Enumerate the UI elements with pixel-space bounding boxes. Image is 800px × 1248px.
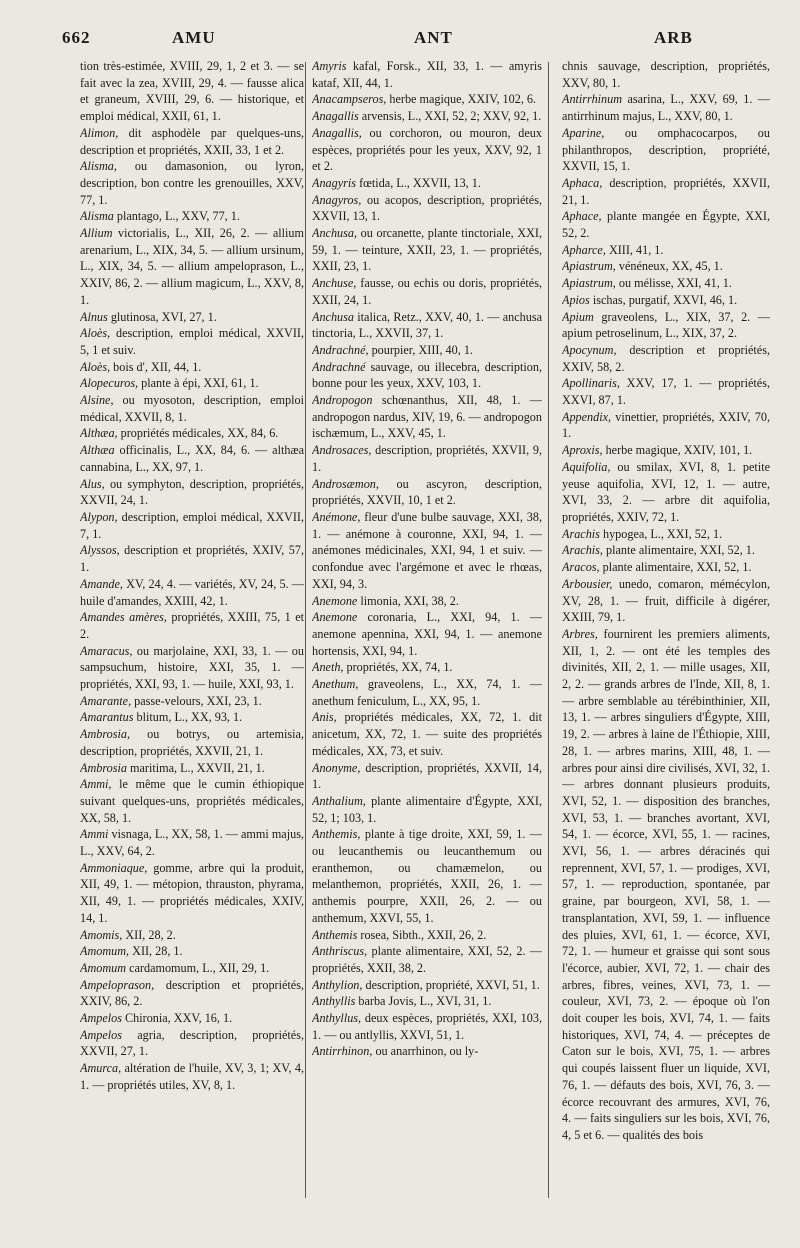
index-entry <box>312 342 542 359</box>
index-entry <box>562 242 770 259</box>
entry-term: Ambrosia, <box>80 727 130 742</box>
entry-text: glutinosa, XVI, 27, 1. <box>107 309 217 324</box>
column-divider <box>548 62 549 1198</box>
index-entry <box>80 776 304 826</box>
entry-text: plante à tige droite, XXI, 59, 1. — ou leucanthemis ou leucanthemum ou eranthemon, ou chamæmelon, ou melanthemon, propriétés, XXII, 26, 1. — anthemis pourpre, XXII, 26, 2. — ou anthemum, XXVI, 55, 1. <box>312 827 542 925</box>
entry-term: Ammoniaque, <box>80 860 148 875</box>
entry-term: Amarantus <box>80 710 134 725</box>
index-entry <box>312 709 542 759</box>
index-column-2 <box>312 58 542 1200</box>
index-entry <box>562 125 770 175</box>
index-entry <box>80 125 304 158</box>
entry-text: ou orcanette, plante tinctoriale, XXI, 59, 1. — teinture, XXII, 23, 1. — propriétés, XXII, 23, 1. <box>312 226 542 274</box>
index-entry <box>80 943 304 960</box>
entry-term: Andropogon <box>312 393 373 408</box>
index-entry <box>80 1060 304 1093</box>
entry-text: ou symphyton, description, propriétés, XXVII, 24, 1. <box>80 476 304 508</box>
index-entry <box>312 125 542 175</box>
entry-text: ou marjolaine, XXI, 33, 1. — ou sampsuchum, histoire, XXI, 35, 1. — propriétés, XXI, 93, 1. — huile, XXI, 93, 1. <box>80 643 304 692</box>
entry-text: propriétés, XXIII, 75, 1 et 2. <box>80 610 304 641</box>
entry-text: plante à épi, XXI, 61, 1. <box>138 376 259 391</box>
index-entry <box>80 476 304 509</box>
entry-term: Alyssos, <box>80 543 120 558</box>
index-entry <box>312 676 542 709</box>
entry-text: description et propriétés, XXIV, 57, 1. <box>80 543 304 575</box>
entry-term: Anagallis <box>312 109 359 124</box>
entry-term: Althæa <box>80 443 115 458</box>
entry-term: Appendix, <box>562 409 612 424</box>
index-entry <box>80 1010 304 1027</box>
entry-text: altération de l'huile, XV, 3, 1; XV, 4, 1. — propriétés utiles, XV, 8, 1. <box>80 1061 304 1092</box>
index-entry <box>312 58 542 91</box>
index-entry <box>562 58 770 91</box>
entry-text: plante alimentaire, XXI, 52, 2. — propriétés, XXII, 38, 2. <box>312 944 542 975</box>
entry-text: arvensis, L., XXI, 52, 2; XXV, 92, 1. <box>358 109 542 124</box>
entry-term: Amandes amères, <box>80 610 167 625</box>
entry-term: Alypon, <box>80 509 118 524</box>
entry-text: hypogea, L., XXI, 52, 1. <box>599 526 723 541</box>
index-entry <box>80 643 304 693</box>
index-entry <box>80 359 304 376</box>
entry-text: sauvage, ou illecebra, description, bonne pour les yeux, XXV, 103, 1. <box>312 359 542 391</box>
index-entry <box>80 726 304 759</box>
entry-term: Ampelos <box>80 1011 122 1026</box>
entry-text: cardamomum, L., XII, 29, 1. <box>126 960 270 975</box>
entry-term: Anchusa <box>312 309 354 324</box>
entry-text: vinettier, propriétés, XXIV, 70, 1. <box>562 409 770 441</box>
entry-term: Andrachné <box>312 359 366 374</box>
index-entry <box>312 977 542 994</box>
entry-text: bois d', XII, 44, 1. <box>110 359 202 374</box>
index-entry <box>312 927 542 944</box>
index-entry <box>80 977 304 1010</box>
index-entry <box>562 175 770 208</box>
index-entry <box>562 626 770 1144</box>
entry-term: Aphaca, <box>562 175 603 190</box>
entry-text: plante alimentaire d'Égypte, XXI, 52, 1; 103, 1. <box>312 793 542 825</box>
entry-text: description, propriété, XXVI, 51, 1. <box>362 977 540 992</box>
entry-term: Andrachné, <box>312 342 369 357</box>
right-running-head: ARB <box>654 28 693 47</box>
index-entry <box>562 542 770 559</box>
entry-term: Anagallis, <box>312 125 362 140</box>
entry-text: fœtida, L., XXVII, 13, 1. <box>356 175 481 190</box>
index-entry <box>80 208 304 225</box>
index-entry <box>562 208 770 241</box>
entry-term: Anthalium, <box>312 793 366 808</box>
index-entry <box>312 993 542 1010</box>
index-entry <box>312 943 542 976</box>
entry-term: Ammi, <box>80 777 112 792</box>
entry-term: Aracos, <box>562 560 600 575</box>
index-entry <box>562 258 770 275</box>
entry-term: Anchuse, <box>312 276 357 291</box>
entry-text: ou damasonion, ou lyron, description, bon contre les grenouilles, XXV, 77, 1. <box>80 159 304 207</box>
entry-text: limonia, XXI, 38, 2. <box>357 593 459 608</box>
entry-text: maritima, L., XXVII, 21, 1. <box>126 760 265 775</box>
index-entry <box>80 576 304 609</box>
entry-text: graveolens, L., XIX, 37, 2. — apium petroselinum, L., XIX, 37, 2. <box>562 309 770 341</box>
entry-term: Alsine, <box>80 393 114 408</box>
entry-term: Amomis, <box>80 927 123 942</box>
entry-text: barba Jovis, L., XVI, 31, 1. <box>355 994 492 1009</box>
entry-term: Apharce, <box>562 242 606 257</box>
index-entry <box>562 526 770 543</box>
index-entry <box>80 509 304 542</box>
index-entry <box>562 309 770 342</box>
entry-text: ou ascyron, description, propriétés, XXVII, 10, 1 et 2. <box>312 476 542 508</box>
entry-text: coronaria, L., XXI, 94, 1. — anemone apennina, XXI, 94, 1. — anemone hortensis, XXI, 94, 1. <box>312 610 542 658</box>
entry-term: Anthemis <box>312 927 358 942</box>
index-entry <box>312 275 542 308</box>
entry-term: Apocynum, <box>562 342 617 357</box>
entry-text: propriétés médicales, XX, 72, 1. dit anicetum, XX, 72, 1. — suite des propriétés médicales, XX, 73, et suiv. <box>312 710 542 758</box>
entry-text: rosea, Sibth., XXII, 26, 2. <box>357 927 487 942</box>
entry-term: Ambrosia <box>80 760 127 775</box>
index-entry <box>312 91 542 108</box>
column-divider <box>305 62 306 1198</box>
entry-term: Arbousier, <box>562 576 613 591</box>
entry-text: pourpier, XIII, 40, 1. <box>368 342 473 357</box>
entry-text: plante alimentaire, XXI, 52, 1. <box>602 543 755 558</box>
entry-text: propriétés médicales, XX, 84, 6. <box>117 426 279 441</box>
center-running-head: ANT <box>414 28 453 47</box>
entry-term: Anemone <box>312 593 358 608</box>
entry-term: Anacampseros, <box>312 92 387 107</box>
index-entry <box>312 442 542 475</box>
entry-term: Ammi <box>80 827 109 842</box>
entry-term: Arbres, <box>562 626 598 641</box>
entry-term: Anémone, <box>312 509 361 524</box>
index-entry <box>312 593 542 610</box>
entry-term: Anonyme, <box>312 760 361 775</box>
entry-text: description, propriétés, XXVII, 9, 1. <box>312 443 542 474</box>
index-entry <box>80 709 304 726</box>
entry-text: victorialis, L., XII, 26, 2. — allium arenarium, L., XIX, 34, 5. — allium ursinum, L., XIX, 34, 5. — allium ampeloprason, L., XXIV, 86, 2. — allium magicum, L., XXV, 8, 1. <box>80 226 304 307</box>
entry-text: italica, Retz., XXV, 40, 1. — anchusa tinctoria, L., XXVII, 37, 1. <box>312 309 542 341</box>
index-column-1 <box>80 58 304 1200</box>
index-entry <box>80 760 304 777</box>
index-entry <box>80 58 304 125</box>
index-entry <box>312 108 542 125</box>
entry-text: XXV, 17, 1. — propriétés, XXVI, 87, 1. <box>562 376 770 408</box>
entry-text: herbe magique, XXIV, 102, 6. <box>386 92 537 107</box>
entry-text: vénéneux, XX, 45, 1. <box>615 259 723 274</box>
entry-text: XIII, 41, 1. <box>605 242 664 257</box>
entry-text: description et propriétés, XXIV, 58, 2. <box>562 342 770 374</box>
entry-term: Aphace, <box>562 209 602 224</box>
entry-term: Apollinaris, <box>562 376 620 391</box>
entry-text: fleur d'une bulbe sauvage, XXI, 38, 1. — anémone à couronne, XXI, 94, 1. — anémones médicinales, XXI, 94, 1 et suiv. — confondue avec l'argémone et avec le rhœas, XXI, 94, 3. <box>312 509 542 591</box>
entry-term: Ampelos <box>80 1027 122 1042</box>
entry-term: Alisma <box>80 209 114 224</box>
index-entry <box>80 960 304 977</box>
entry-text: passe-velours, XXI, 23, 1. <box>131 693 262 708</box>
entry-text: XV, 24, 4. — variétés, XV, 24, 5. — huile d'amandes, XXIII, 42, 1. <box>80 576 304 608</box>
index-entry <box>80 309 304 326</box>
entry-text: fausse, ou echis ou doris, propriétés, XXII, 24, 1. <box>312 276 542 307</box>
entry-term: Amande, <box>80 576 123 591</box>
index-entry <box>562 275 770 292</box>
index-entry <box>562 91 770 124</box>
entry-text: tion très-estimée, XVIII, 29, 1, 2 et 3. — se fait avec la zea, XVIII, 29, 4. — fausse alica et graneum, XVIII, 29, 6. — historique, et emploi médical, XXII, 61, 1. <box>80 59 304 124</box>
entry-term: Aproxis, <box>562 443 603 458</box>
entry-text: officinalis, L., XX, 84, 6. — althæa cannabina, L., XX, 97, 1. <box>80 443 304 474</box>
entry-term: Alus, <box>80 476 105 491</box>
index-entry <box>562 576 770 626</box>
entry-text: ou acopos, description, propriétés, XXVII, 13, 1. <box>312 192 542 224</box>
entry-text: chnis sauvage, description, propriétés, XXV, 80, 1. <box>562 59 770 90</box>
entry-term: Alnus <box>80 309 108 324</box>
entry-text: description, emploi médical, XXVII, 7, 1. <box>80 509 304 541</box>
entry-term: Apios <box>562 292 590 307</box>
entry-term: Amyris <box>312 59 347 73</box>
index-entry <box>80 442 304 475</box>
entry-text: ou botrys, ou artemisia, description, propriétés, XXVII, 21, 1. <box>80 727 304 758</box>
entry-text: description et propriétés, XXIV, 86, 2. <box>80 977 304 1009</box>
entry-term: Anchusa, <box>312 226 358 241</box>
entry-term: Antirrhinon, <box>312 1044 373 1059</box>
index-entry <box>312 175 542 192</box>
entry-term: Androsaces, <box>312 443 372 458</box>
index-entry <box>312 192 542 225</box>
index-entry <box>562 375 770 408</box>
entry-term: Antirrhinum <box>562 92 623 107</box>
index-entry <box>80 826 304 859</box>
entry-text: schœnanthus, XII, 48, 1. — andropogon nardus, XIV, 19, 6. — andropogon ischæmum, L., XXV, 45, 1. <box>312 393 542 441</box>
index-entry <box>562 442 770 459</box>
index-entry <box>312 225 542 275</box>
entry-term: Anagyros, <box>312 192 362 207</box>
index-entry <box>312 1043 542 1060</box>
entry-text: Chironia, XXV, 16, 1. <box>121 1011 233 1026</box>
page-number: 662 <box>62 28 91 47</box>
index-entry <box>80 325 304 358</box>
index-entry <box>80 542 304 575</box>
entry-term: Apium <box>562 309 594 324</box>
entry-text: kafal, Forsk., XII, 33, 1. — amyris kataf, XII, 44, 1. <box>312 59 542 90</box>
running-header <box>62 28 778 54</box>
entry-text: ischas, purgatif, XXVI, 46, 1. <box>589 292 738 307</box>
entry-term: Anthyllis <box>312 994 356 1009</box>
entry-term: Althæa, <box>80 426 118 441</box>
left-running-head: AMU <box>172 28 216 47</box>
entry-text: deux espèces, propriétés, XXI, 103, 1. — ou antlyllis, XXVI, 51, 1. <box>312 1011 542 1042</box>
entry-term: Aneth, <box>312 660 344 675</box>
entry-term: Anthriscus, <box>312 944 368 959</box>
index-entry <box>312 826 542 926</box>
entry-text: description, propriétés, XXVII, 14, 1. <box>312 760 542 792</box>
entry-term: Amarante, <box>80 693 132 708</box>
entry-term: Arachis <box>562 526 600 541</box>
entry-term: Alimon, <box>80 125 119 140</box>
entry-term: Alisma, <box>80 159 117 174</box>
entry-term: Anagyris <box>312 175 357 190</box>
entry-term: Apiastrum, <box>562 276 616 291</box>
entry-term: Arachis, <box>562 543 603 558</box>
entry-text: ou omphacocarpos, ou philanthropos, description, propriété, XXVII, 15, 1. <box>562 125 770 174</box>
entry-term: Anthylion, <box>312 977 363 992</box>
entry-term: Amomum <box>80 960 127 975</box>
index-entry <box>312 760 542 793</box>
index-entry <box>80 225 304 309</box>
index-entry <box>312 793 542 826</box>
entry-text: plante alimentaire, XXI, 52, 1. <box>599 560 752 575</box>
index-entry <box>562 409 770 442</box>
entry-text: ou anarrhinon, ou ly- <box>372 1044 479 1059</box>
entry-term: Allium <box>80 226 113 241</box>
index-column-3 <box>562 58 770 1200</box>
entry-text: plantago, L., XXV, 77, 1. <box>113 209 240 224</box>
entry-text: unedo, comaron, mémécylon, XV, 28, 1. — fruit, difficile à digérer, XXIII, 79, 1. <box>562 576 770 625</box>
entry-text: le même que le cumin éthiopique suivant quelques-uns, propriétés médicales, XX, 58, 1. <box>80 777 304 825</box>
entry-term: Amurca, <box>80 1061 122 1076</box>
entry-term: Aparine, <box>562 125 605 140</box>
entry-term: Alopecuros, <box>80 376 139 391</box>
entry-text: fournirent les premiers aliments, XII, 1, 2. — ont été les temples des divinités, XII, 2, 1. — mille usages, XII, 2, 2. — grands arbres de l'Inde, XII, 8, 1. — arbre semblable au térébinthinier, XII, 13, 1. — arbres singuliers d'Égypte, XIII, 19, 2. — arbres à laine de l'Éthiopie, XIII, 28, 1. — arbres marins, XIII, 48, 1. — arbres pour ainsi dire civilisés, XVI, 32, 1. — arbres donnant plusieurs produits, XVI, 52, 1. — disposition des branches, XVI, 53, 1. — branches avortant, XVI, 54, 1. — écorce, XVI, 55, 1. — racines, XVI, 56, 1. — arbres déracinés qui reprennent, XVI, 57, 1. — prodiges, XVI, 57, 1. — reproduction, spontanée, par graine, par bourgeon, XVI, 58, 1. — transplantation, XVI, 59, 1. — influence des pluies, XVI, 61, 1. — écorce, XVI, 72, 1. — humeur et graisse qui sont sous l'écorce, aubier, XVI, 72, 1. — chair des arbres, fibres, veines, XVI, 73, 1. — couleur, XVI, 73, 2. — époque où l'on doit couper les bois, XVI, 74, 1. — faits historiques, XVI, 74, 4. — préceptes de Caton sur le bois, XVI, 75, 1. — arbres qui coupés laissent fluer un liquide, XVI, 76, 1. — défauts des bois, XVI, 76, 3. — écorce recouvrant des armures, XVI, 76, 4. — faits singuliers sur les bois, XVI, 76, 4, 5 et 6. — qualités des bois <box>562 626 770 1142</box>
index-entry <box>312 659 542 676</box>
entry-term: Anthemis, <box>312 827 361 842</box>
index-entry <box>80 425 304 442</box>
entry-term: Anthyllus, <box>312 1011 362 1026</box>
index-entry <box>312 359 542 392</box>
entry-text: gomme, arbre qui la produit, XII, 49, 1. — métopion, thrauston, phyrama, XII, 49, 1. — propriétés médicales, XXIV, 14, 1. <box>80 860 304 925</box>
entry-text: XII, 28, 2. <box>122 927 176 942</box>
index-entry <box>80 158 304 208</box>
entry-term: Amomum, <box>80 944 130 959</box>
index-entry <box>80 392 304 425</box>
index-entry <box>80 375 304 392</box>
entry-text: propriétés, XX, 74, 1. <box>343 660 453 675</box>
entry-term: Anis, <box>312 710 337 725</box>
index-entry <box>80 1027 304 1060</box>
index-entry <box>312 309 542 342</box>
entry-term: Aquifolia, <box>562 459 611 474</box>
entry-text: plante mangée en Égypte, XXI, 52, 2. <box>562 209 770 241</box>
index-entry <box>312 476 542 509</box>
entry-term: Anethum, <box>312 677 359 692</box>
index-entry <box>562 292 770 309</box>
index-entry <box>80 927 304 944</box>
entry-term: Anemone <box>312 610 358 625</box>
entry-term: Androsæmon, <box>312 476 379 491</box>
entry-text: asarina, L., XXV, 69, 1. — antirrhinum majus, L., XXV, 80, 1. <box>562 92 770 124</box>
index-entry <box>312 609 542 659</box>
index-entry <box>562 559 770 576</box>
entry-term: Aloès, <box>80 326 111 341</box>
entry-text: visnaga, L., XX, 58, 1. — ammi majus, L., XXV, 64, 2. <box>80 827 304 859</box>
index-entry <box>562 342 770 375</box>
index-entry <box>312 392 542 442</box>
entry-text: graveolens, L., XX, 74, 1. — anethum feniculum, L., XX, 95, 1. <box>312 677 542 708</box>
index-entry <box>80 860 304 927</box>
entry-text: herbe magique, XXIV, 101, 1. <box>602 443 753 458</box>
entry-text: dit asphodèle par quelques-uns, description et propriétés, XXII, 33, 1 et 2. <box>80 125 304 157</box>
index-entry <box>562 459 770 526</box>
entry-text: ou myosoton, description, emploi médical, XXVII, 8, 1. <box>80 393 304 424</box>
entry-text: ou corchoron, ou mouron, deux espèces, propriétés pour les yeux, XXV, 92, 1 et 2. <box>312 125 542 174</box>
index-entry <box>80 609 304 642</box>
entry-text: ou smilax, XVI, 8, 1. petite yeuse aquifolia, XVI, 12, 1. — autre, XVI, 33, 2. — arbre dit aquifolia, propriétés, XXIV, 72, 1. <box>562 459 770 524</box>
entry-term: Aloès, <box>80 359 111 374</box>
entry-term: Ampeloprason, <box>80 977 155 992</box>
index-entry <box>312 1010 542 1043</box>
entry-text: description, emploi médical, XXVII, 5, 1 et suiv. <box>80 326 304 357</box>
entry-text: description, propriétés, XXVII, 21, 1. <box>562 175 770 207</box>
entry-text: blitum, L., XX, 93, 1. <box>133 710 243 725</box>
index-entry <box>80 693 304 710</box>
entry-text: XII, 28, 1. <box>129 944 183 959</box>
entry-term: Apiastrum, <box>562 259 616 274</box>
index-entry <box>312 509 542 593</box>
entry-text: agria, description, propriétés, XXVII, 27, 1. <box>80 1027 304 1059</box>
entry-term: Amaracus, <box>80 643 133 658</box>
entry-text: ou mélisse, XXI, 41, 1. <box>615 276 732 291</box>
